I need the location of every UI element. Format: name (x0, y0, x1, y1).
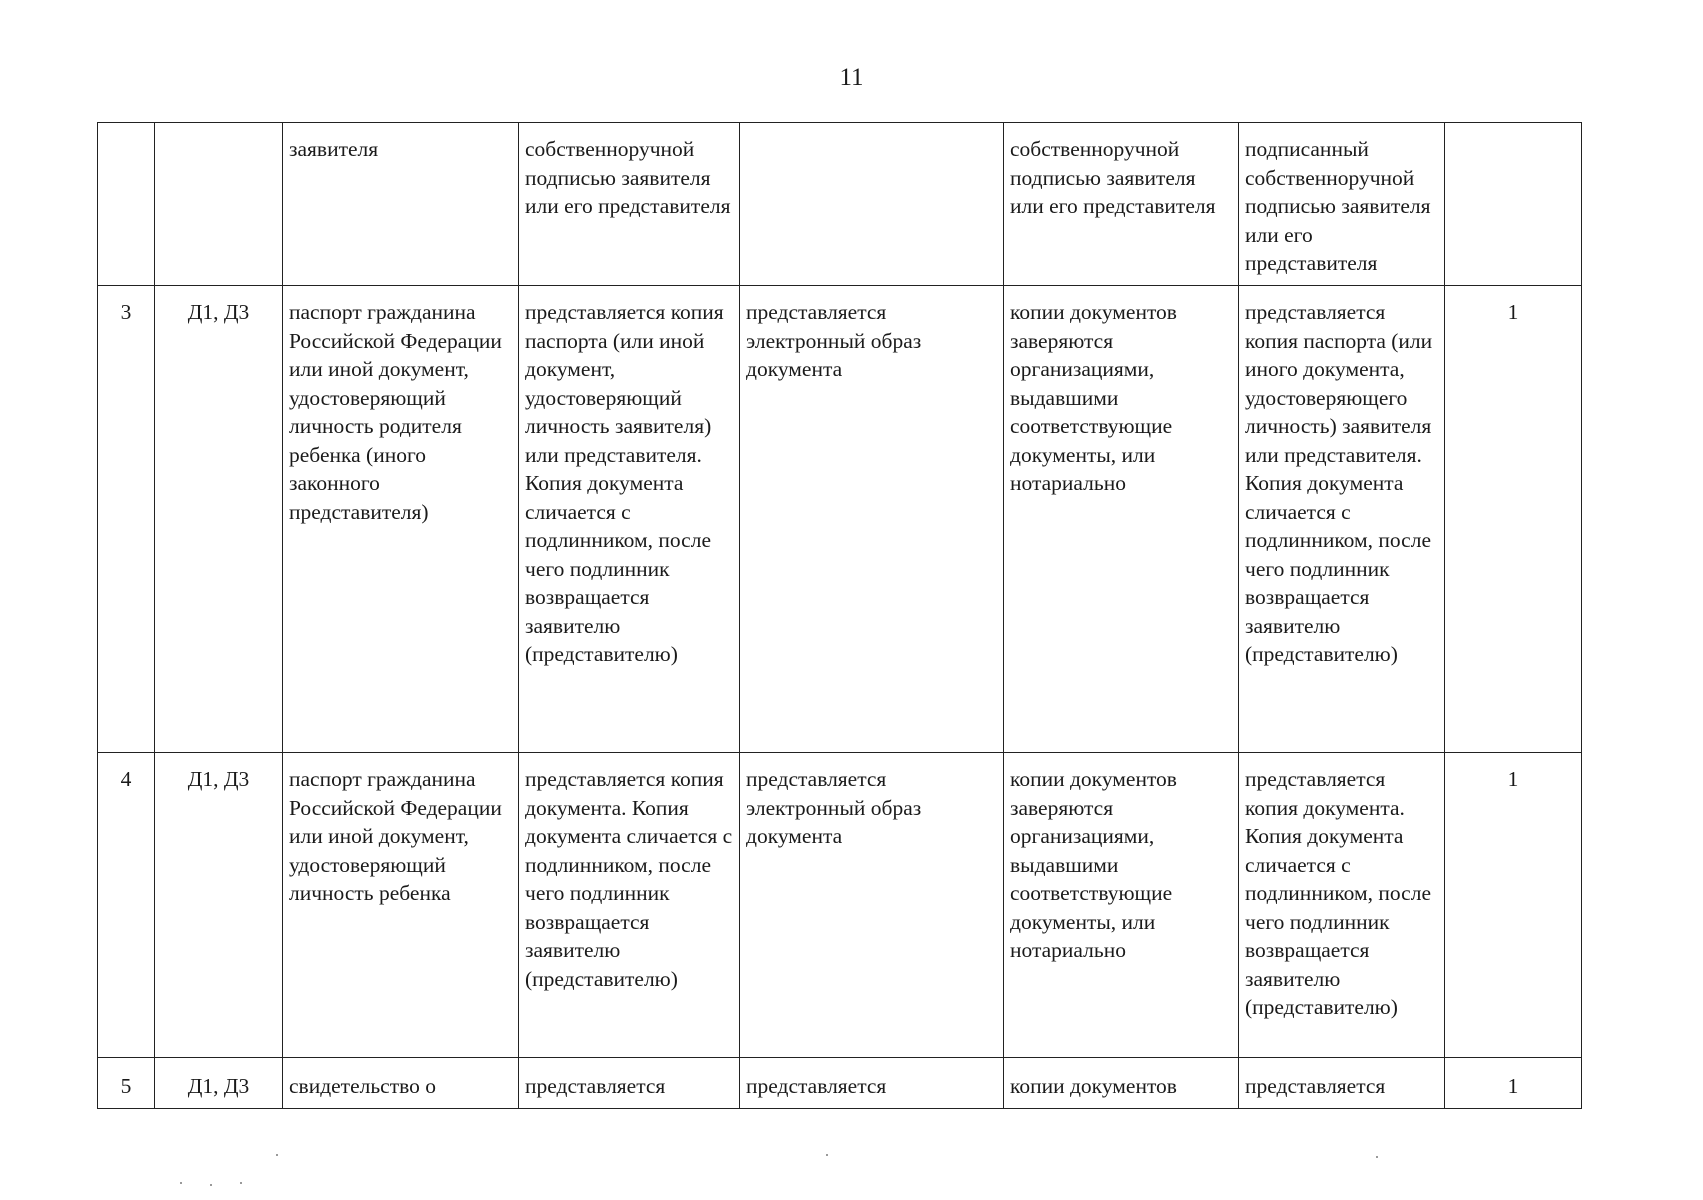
table-row (98, 123, 1582, 286)
paper-form-requirement: представляется копия паспорта (или иной документ, удостоверяющий личность заявителя) или представителя. Копия документа сличается с подлинником, после чего подлинник возвращается заявителю (представителю) (519, 286, 740, 753)
page-number: 11 (839, 64, 864, 91)
document-count (1445, 123, 1582, 286)
table-row (98, 1058, 1582, 1109)
paper-form-requirement: представляется (519, 1058, 740, 1109)
row-number: 4 (98, 753, 155, 1058)
scan-noise (0, 1152, 1703, 1192)
document-code (155, 123, 283, 286)
in-person-requirement: представляется (1239, 1058, 1445, 1109)
electronic-form-requirement: представляется (740, 1058, 1004, 1109)
document-name: паспорт гражданина Российской Федерации или иной документ, удостоверяющий личность ребенка (283, 753, 519, 1058)
document-count: 1 (1445, 1058, 1582, 1109)
table-row (98, 753, 1582, 1058)
row-number (98, 123, 155, 286)
document-name: заявителя (283, 123, 519, 286)
document-name: паспорт гражданина Российской Федерации или иной документ, удостоверяющий личность родителя ребенка (иного законного представителя) (283, 286, 519, 753)
document-name: свидетельство о (283, 1058, 519, 1109)
in-person-requirement: подписанный собственноручной подписью заявителя или его представителя (1239, 123, 1445, 286)
row-number: 5 (98, 1058, 155, 1109)
electronic-form-requirement: представляется электронный образ документа (740, 753, 1004, 1058)
electronic-form-requirement: представляется электронный образ документа (740, 286, 1004, 753)
document-code: Д1, Д3 (155, 753, 283, 1058)
electronic-form-requirement (740, 123, 1004, 286)
table-row (98, 286, 1582, 753)
in-person-requirement: представляется копия документа. Копия документа сличается с подлинником, после чего подлинник возвращается заявителю (представителю) (1239, 753, 1445, 1058)
row-number: 3 (98, 286, 155, 753)
in-person-requirement: представляется копия паспорта (или иного документа, удостоверяющего личность) заявителя или представителя. Копия документа сличается с подлинником, после чего подлинник возвращается заявителю (представителю) (1239, 286, 1445, 753)
certification-requirement: собственноручной подписью заявителя или его представителя (1004, 123, 1239, 286)
certification-requirement: копии документов заверяются организациями, выдавшими соответствующие документы, или нотариально (1004, 286, 1239, 753)
certification-requirement: копии документов заверяются организациями, выдавшими соответствующие документы, или нотариально (1004, 753, 1239, 1058)
document-count: 1 (1445, 286, 1582, 753)
paper-form-requirement: собственноручной подписью заявителя или его представителя (519, 123, 740, 286)
document-count: 1 (1445, 753, 1582, 1058)
certification-requirement: копии документов (1004, 1058, 1239, 1109)
document-code: Д1, Д3 (155, 286, 283, 753)
documents-table (97, 122, 1582, 1109)
document-code: Д1, Д3 (155, 1058, 283, 1109)
paper-form-requirement: представляется копия документа. Копия документа сличается с подлинником, после чего подлинник возвращается заявителю (представителю) (519, 753, 740, 1058)
